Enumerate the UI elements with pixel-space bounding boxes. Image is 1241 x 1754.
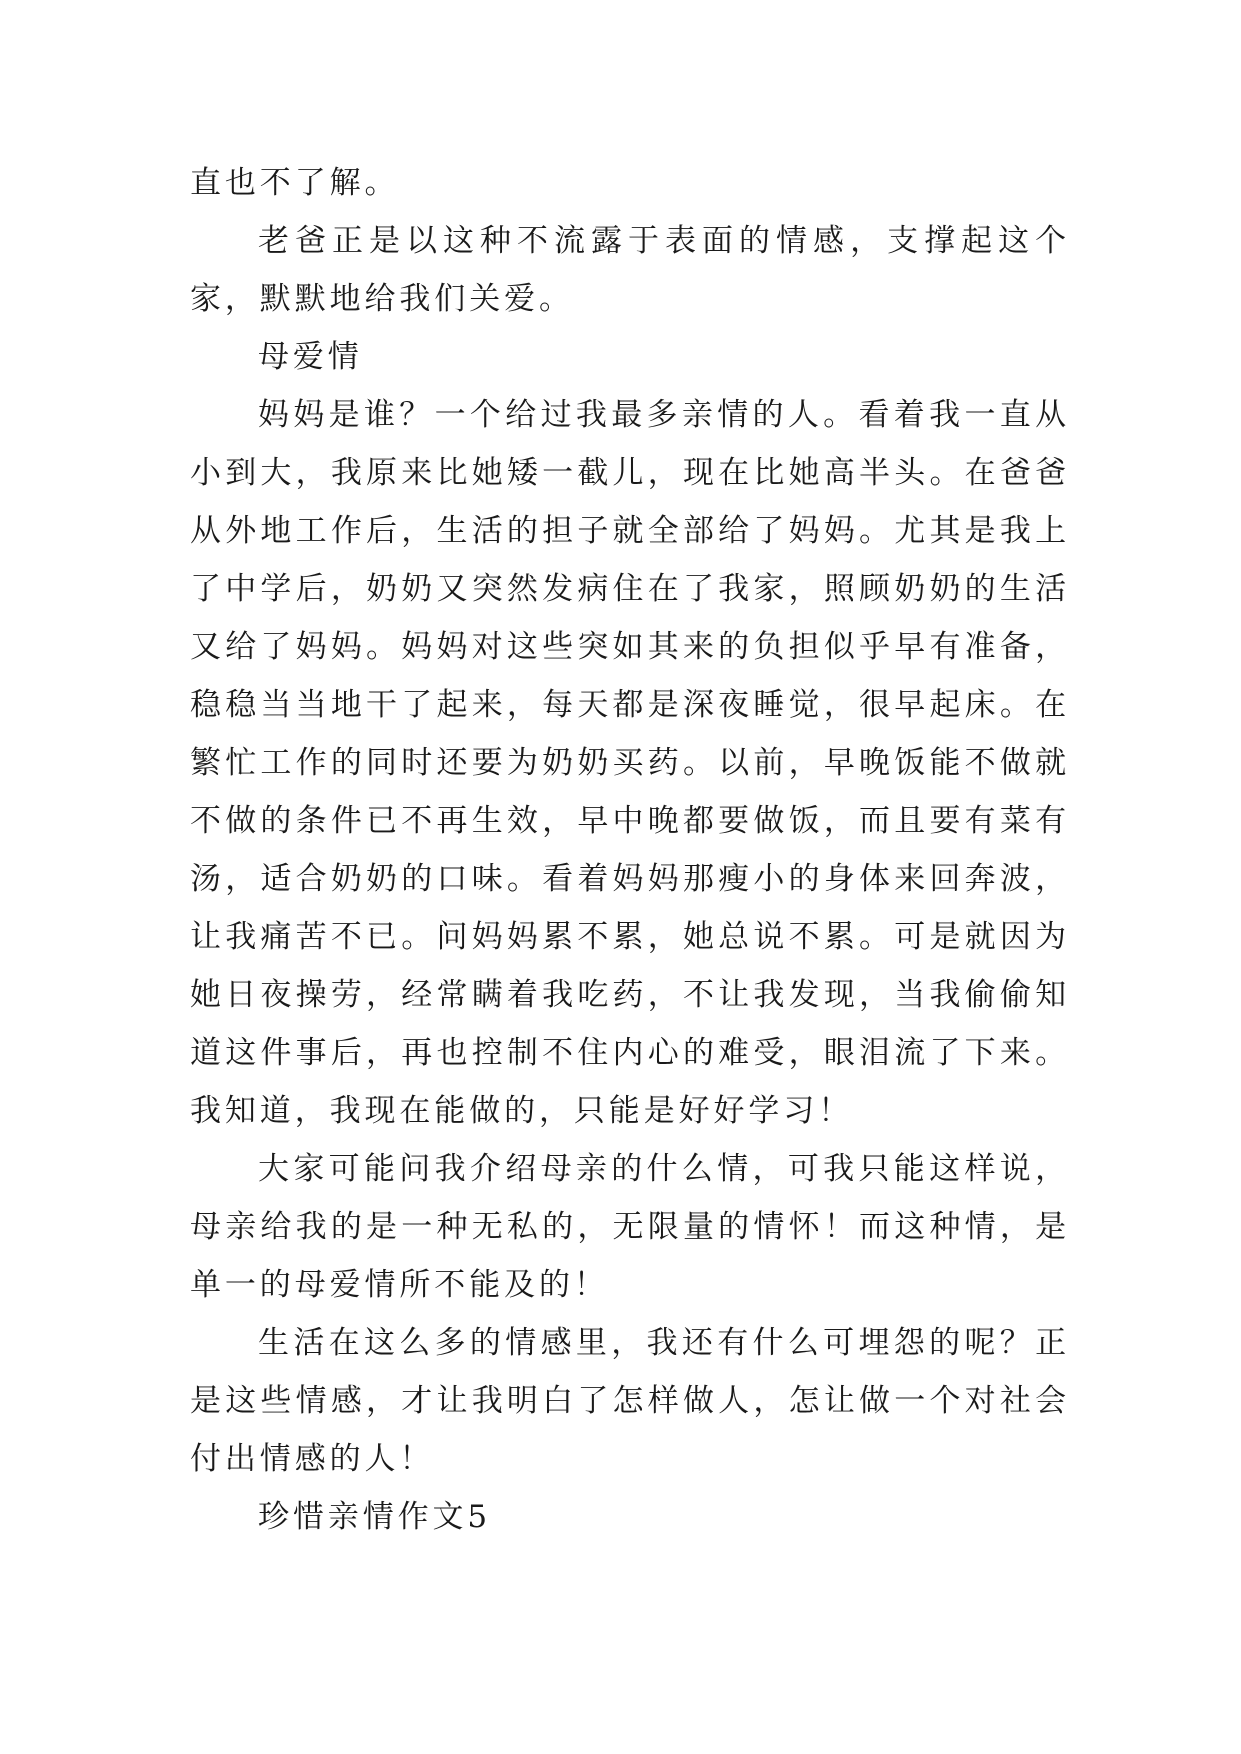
paragraph-mother-story: 妈妈是谁？一个给过我最多亲情的人。看着我一直从小到大，我原来比她矮一截儿，现在比她高半头。在爸爸从外地工作后，生活的担子就全部给了妈妈。尤其是我上了中学后，奶奶又突然发病住在了我家，照顾奶奶的生活又给了妈妈。妈妈对这些突如其来的负担似乎早有准备，稳稳当当地干了起来，每天都是深夜睡觉，很早起床。在繁忙工作的同时还要为奶奶买药。以前，早晚饭能不做就不做的条件已不再生效，早中晚都要做饭，而且要有菜有汤，适合奶奶的口味。看着妈妈那瘦小的身体来回奔波，让我痛苦不已。问妈妈累不累，她总说不累。可是就因为她日夜操劳，经常瞒着我吃药，不让我发现，当我偷偷知道这件事后，再也控制不住内心的难受，眼泪流了下来。我知道，我现在能做的，只能是好好学习！ — [190, 397, 1070, 1129]
paragraph-father-love: 老爸正是以这种不流露于表面的情感，支撑起这个家，默默地给我们关爱。 — [190, 223, 1070, 317]
paragraph-conclusion: 生活在这么多的情感里，我还有什么可埋怨的呢？正是这些情感，才让我明白了怎样做人，怎让做一个对社会付出情感的人！ — [190, 1325, 1070, 1477]
paragraph-continuation: 直也不了解。 — [190, 165, 400, 201]
section-heading-mother-love: 母爱情 — [258, 339, 363, 375]
paragraph-mother-feeling: 大家可能问我介绍母亲的什么情，可我只能这样说，母亲给我的是一种无私的，无限量的情怀！而这种情，是单一的母爱情所不能及的！ — [190, 1151, 1070, 1303]
document-body — [190, 154, 1070, 1546]
essay-title-5: 珍惜亲情作文5 — [258, 1499, 492, 1535]
